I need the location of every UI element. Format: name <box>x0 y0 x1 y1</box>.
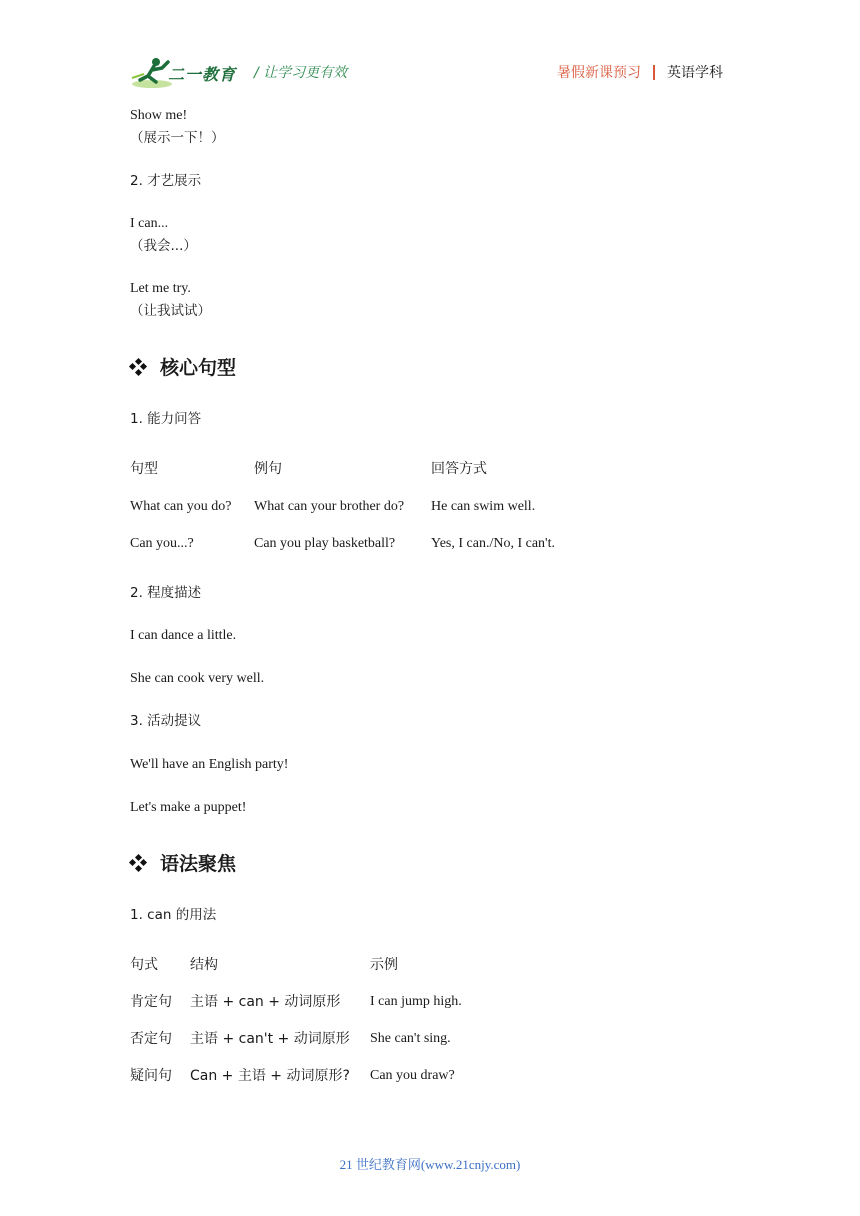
table-cell: What can you do? <box>130 499 232 514</box>
example-sentence: We'll have an English party! <box>130 757 289 772</box>
table-header-cell: 句型 <box>130 461 158 477</box>
example-sentence: I can dance a little. <box>130 628 237 643</box>
text-line: I can... <box>130 216 169 231</box>
section-heading-grammar <box>130 849 236 876</box>
table-cell: Yes, I can./No, I can't. <box>431 536 555 551</box>
subsection-title: 1. 能力问答 <box>130 411 202 427</box>
text-line: （展示一下！） <box>130 130 225 146</box>
logo-text: 二一教育 <box>168 67 237 84</box>
section-heading-text: 核心句型 <box>160 357 237 379</box>
text-line: （我会...） <box>130 238 197 254</box>
table-cell: 疑问句 <box>130 1068 172 1084</box>
page-footer: 21 世纪教育网(www.21cnjy.com) <box>339 1157 521 1172</box>
example-sentence: She can cook very well. <box>130 671 265 686</box>
table-cell: What can your brother do? <box>254 499 405 514</box>
diamond-bullet-icon <box>130 359 146 375</box>
subsection-title: 1. can 的用法 <box>130 907 217 923</box>
text-line: Show me! <box>130 108 188 123</box>
subject-label: 英语学科 <box>667 65 723 81</box>
subsection-title: 3. 活动提议 <box>130 713 202 729</box>
table-cell: 肯定句 <box>130 994 172 1010</box>
table-cell: She can't sing. <box>370 1031 451 1046</box>
subsection-title: 2. 才艺展示 <box>130 173 202 189</box>
table-header-cell: 示例 <box>370 957 398 973</box>
diamond-bullet-icon <box>130 855 146 871</box>
text-line: （让我试试） <box>130 303 211 319</box>
table-cell: Can you play basketball? <box>254 536 396 551</box>
subsection-title: 2. 程度描述 <box>130 585 202 601</box>
section-heading-text: 语法聚焦 <box>160 853 237 875</box>
text-line: Let me try. <box>130 281 191 296</box>
table-header-cell: 结构 <box>190 957 218 973</box>
table-cell: 主语 + can + 动词原形 <box>190 994 341 1010</box>
table-header-cell: 例句 <box>254 461 282 477</box>
header-course-info <box>557 62 723 82</box>
table-cell: He can swim well. <box>431 499 536 514</box>
table-cell: Can + 主语 + 动词原形? <box>190 1068 350 1084</box>
table-header-cell: 句式 <box>130 957 158 973</box>
course-label: 暑假新课预习 <box>557 65 641 81</box>
table-cell: 否定句 <box>130 1031 172 1047</box>
table-cell: I can jump high. <box>370 994 462 1009</box>
table-header-cell: 回答方式 <box>431 461 487 477</box>
header-slogan: / 让学习更有效 <box>254 65 348 81</box>
section-heading-core <box>130 353 236 380</box>
example-sentence: Let's make a puppet! <box>130 800 247 815</box>
header-divider <box>653 65 655 80</box>
table-cell: Can you...? <box>130 536 194 551</box>
page-header <box>0 0 860 100</box>
table-cell: Can you draw? <box>370 1068 455 1083</box>
table-cell: 主语 + can't + 动词原形 <box>190 1031 350 1047</box>
